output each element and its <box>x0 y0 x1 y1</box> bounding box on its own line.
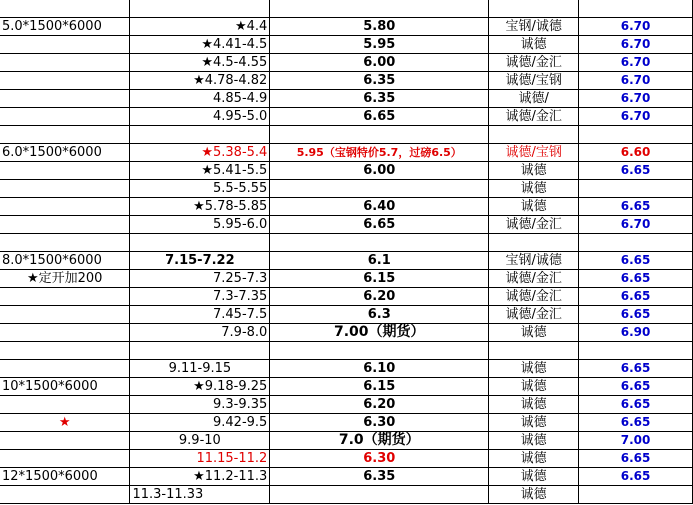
mill-cell[interactable]: 诚德/金汇 <box>489 270 579 288</box>
quote-cell[interactable]: 7.00 <box>579 432 693 450</box>
price-cell[interactable]: 6.35 <box>270 468 489 486</box>
table-row <box>0 90 693 108</box>
table-row <box>0 360 693 378</box>
quote-cell[interactable]: 6.70 <box>579 90 693 108</box>
table-row <box>0 432 693 450</box>
size-cell[interactable] <box>0 108 130 126</box>
table-row <box>0 162 693 180</box>
range-cell[interactable] <box>130 0 270 18</box>
range-cell[interactable]: 9.9-10 <box>130 432 270 450</box>
price-cell[interactable]: 6.35 <box>270 72 489 90</box>
range-cell[interactable]: 4.85-4.9 <box>130 90 270 108</box>
quote-cell[interactable]: 6.65 <box>579 306 693 324</box>
size-cell[interactable] <box>0 198 130 216</box>
size-cell[interactable] <box>0 432 130 450</box>
price-cell[interactable] <box>270 234 489 252</box>
table-row <box>0 144 693 162</box>
size-cell[interactable]: 5.0*1500*6000 <box>0 18 130 36</box>
range-cell[interactable]: ★9.18-9.25 <box>130 378 270 396</box>
range-cell[interactable]: ★4.78-4.82 <box>130 72 270 90</box>
quote-cell[interactable]: 6.70 <box>579 18 693 36</box>
price-cell[interactable] <box>270 486 489 504</box>
size-cell[interactable] <box>0 162 130 180</box>
quote-cell[interactable]: 6.65 <box>579 396 693 414</box>
range-cell[interactable]: ★11.2-11.3 <box>130 468 270 486</box>
range-cell[interactable]: ★4.5-4.55 <box>130 54 270 72</box>
quote-cell[interactable]: 6.60 <box>579 144 693 162</box>
mill-cell[interactable] <box>489 234 579 252</box>
mill-cell[interactable] <box>489 126 579 144</box>
size-cell[interactable] <box>0 342 130 360</box>
range-cell[interactable]: 4.95-5.0 <box>130 108 270 126</box>
quote-cell[interactable]: 6.65 <box>579 468 693 486</box>
mill-cell[interactable]: 诚德 <box>489 486 579 504</box>
range-cell[interactable]: ★4.41-4.5 <box>130 36 270 54</box>
range-cell[interactable]: ★4.4 <box>130 18 270 36</box>
quote-cell[interactable]: 6.65 <box>579 270 693 288</box>
size-cell[interactable]: ★定开加200 <box>0 270 130 288</box>
table-row <box>0 72 693 90</box>
size-cell[interactable] <box>0 306 130 324</box>
range-cell[interactable]: ★5.78-5.85 <box>130 198 270 216</box>
size-cell[interactable] <box>0 234 130 252</box>
size-cell[interactable]: 12*1500*6000 <box>0 468 130 486</box>
quote-cell[interactable] <box>579 486 693 504</box>
price-cell[interactable]: 6.20 <box>270 288 489 306</box>
range-cell[interactable]: 5.95-6.0 <box>130 216 270 234</box>
mill-cell[interactable]: 诚德 <box>489 378 579 396</box>
table-row <box>0 324 693 342</box>
table-row <box>0 270 693 288</box>
quote-cell[interactable] <box>579 180 693 198</box>
size-cell[interactable] <box>0 0 130 18</box>
table-row <box>0 306 693 324</box>
range-cell[interactable]: 11.15-11.2 <box>130 450 270 468</box>
price-cell[interactable]: 6.65 <box>270 108 489 126</box>
mill-cell[interactable]: 诚德 <box>489 360 579 378</box>
price-cell[interactable]: 5.80 <box>270 18 489 36</box>
range-cell[interactable]: 9.11-9.15 <box>130 360 270 378</box>
table-row <box>0 396 693 414</box>
table-row <box>0 414 693 432</box>
table-row <box>0 450 693 468</box>
price-cell[interactable]: 5.95（宝钢特价5.7，过磅6.5） <box>270 144 489 162</box>
price-cell[interactable]: 6.40 <box>270 198 489 216</box>
table-row <box>0 108 693 126</box>
mill-cell[interactable]: 诚德/金汇 <box>489 306 579 324</box>
size-cell[interactable] <box>0 126 130 144</box>
mill-cell[interactable] <box>489 342 579 360</box>
range-cell[interactable]: 7.9-8.0 <box>130 324 270 342</box>
price-cell[interactable]: 6.1 <box>270 252 489 270</box>
quote-cell[interactable]: 6.65 <box>579 378 693 396</box>
quote-cell[interactable]: 6.70 <box>579 36 693 54</box>
mill-cell[interactable]: 诚德 <box>489 468 579 486</box>
size-cell[interactable] <box>0 360 130 378</box>
table-row <box>0 288 693 306</box>
quote-cell[interactable]: 6.65 <box>579 252 693 270</box>
mill-cell[interactable]: 诚德 <box>489 162 579 180</box>
range-cell[interactable] <box>130 234 270 252</box>
range-cell[interactable]: 5.5-5.55 <box>130 180 270 198</box>
table-row <box>0 180 693 198</box>
price-cell[interactable] <box>270 342 489 360</box>
quote-cell[interactable]: 6.65 <box>579 414 693 432</box>
price-cell[interactable] <box>270 0 489 18</box>
size-cell[interactable] <box>0 90 130 108</box>
table-row <box>0 198 693 216</box>
table-row <box>0 234 693 252</box>
size-cell[interactable]: 6.0*1500*6000 <box>0 144 130 162</box>
range-cell[interactable]: 7.25-7.3 <box>130 270 270 288</box>
mill-cell[interactable]: 宝钢/诚德 <box>489 18 579 36</box>
quote-cell[interactable]: 6.70 <box>579 108 693 126</box>
quote-cell[interactable]: 6.65 <box>579 360 693 378</box>
mill-cell[interactable]: 诚德/金汇 <box>489 288 579 306</box>
quote-cell[interactable] <box>579 342 693 360</box>
range-cell[interactable]: 7.45-7.5 <box>130 306 270 324</box>
range-cell[interactable]: ★5.41-5.5 <box>130 162 270 180</box>
price-cell[interactable] <box>270 180 489 198</box>
size-cell[interactable] <box>0 72 130 90</box>
mill-cell[interactable]: 诚德 <box>489 432 579 450</box>
price-cell[interactable]: 6.65 <box>270 216 489 234</box>
range-cell[interactable]: 7.3-7.35 <box>130 288 270 306</box>
quote-cell[interactable]: 6.65 <box>579 198 693 216</box>
quote-cell[interactable] <box>579 234 693 252</box>
quote-cell[interactable]: 6.70 <box>579 216 693 234</box>
size-cell[interactable] <box>0 54 130 72</box>
price-cell[interactable]: 6.00 <box>270 162 489 180</box>
table-row <box>0 216 693 234</box>
price-cell[interactable]: 6.30 <box>270 414 489 432</box>
quote-cell[interactable]: 6.65 <box>579 162 693 180</box>
mill-cell[interactable]: 诚德/宝钢 <box>489 72 579 90</box>
quote-cell[interactable]: 6.70 <box>579 54 693 72</box>
price-cell[interactable]: 6.15 <box>270 378 489 396</box>
quote-cell[interactable] <box>579 0 693 18</box>
range-cell[interactable]: 11.3-11.33 <box>130 486 270 504</box>
range-cell[interactable] <box>130 126 270 144</box>
mill-cell[interactable]: 诚德 <box>489 180 579 198</box>
table-row <box>0 18 693 36</box>
range-cell[interactable]: 9.42-9.5 <box>130 414 270 432</box>
quote-cell[interactable]: 6.70 <box>579 72 693 90</box>
price-cell[interactable]: 6.3 <box>270 306 489 324</box>
quote-cell[interactable]: 6.65 <box>579 450 693 468</box>
table-row <box>0 54 693 72</box>
price-cell[interactable]: 6.00 <box>270 54 489 72</box>
size-cell[interactable] <box>0 216 130 234</box>
quote-cell[interactable] <box>579 126 693 144</box>
range-cell[interactable]: 7.15-7.22 <box>130 252 270 270</box>
price-cell[interactable]: 5.95 <box>270 36 489 54</box>
mill-cell[interactable]: 诚德 <box>489 324 579 342</box>
mill-cell[interactable]: 诚德 <box>489 36 579 54</box>
size-cell[interactable] <box>0 288 130 306</box>
size-cell[interactable]: 10*1500*6000 <box>0 378 130 396</box>
size-cell[interactable] <box>0 36 130 54</box>
quote-cell[interactable]: 6.65 <box>579 288 693 306</box>
mill-cell[interactable]: 诚德/金汇 <box>489 108 579 126</box>
range-cell[interactable]: ★5.38-5.4 <box>130 144 270 162</box>
mill-cell[interactable]: 诚德 <box>489 396 579 414</box>
mill-cell[interactable]: 诚德/金汇 <box>489 54 579 72</box>
size-cell[interactable] <box>0 450 130 468</box>
mill-cell[interactable] <box>489 0 579 18</box>
table-row <box>0 0 693 18</box>
mill-cell[interactable]: 诚德 <box>489 414 579 432</box>
table-row <box>0 252 693 270</box>
table-row <box>0 126 693 144</box>
mill-cell[interactable]: 诚德/ <box>489 90 579 108</box>
price-cell[interactable]: 6.15 <box>270 270 489 288</box>
mill-cell[interactable]: 诚德 <box>489 198 579 216</box>
mill-cell[interactable]: 诚德 <box>489 450 579 468</box>
size-cell[interactable]: ★ <box>0 414 130 432</box>
range-cell[interactable]: 9.3-9.35 <box>130 396 270 414</box>
price-cell[interactable]: 6.20 <box>270 396 489 414</box>
mill-cell[interactable]: 诚德/宝钢 <box>489 144 579 162</box>
table-row <box>0 378 693 396</box>
price-cell[interactable]: 6.35 <box>270 90 489 108</box>
table-row <box>0 36 693 54</box>
size-cell[interactable]: 8.0*1500*6000 <box>0 252 130 270</box>
price-cell[interactable]: 7.0（期货） <box>270 432 489 450</box>
table-row <box>0 468 693 486</box>
price-cell[interactable]: 7.00（期货） <box>270 324 489 342</box>
size-cell[interactable] <box>0 180 130 198</box>
size-cell[interactable] <box>0 486 130 504</box>
table-row <box>0 486 693 504</box>
price-cell[interactable] <box>270 126 489 144</box>
mill-cell[interactable]: 宝钢/诚德 <box>489 252 579 270</box>
size-cell[interactable] <box>0 396 130 414</box>
price-cell[interactable]: 6.30 <box>270 450 489 468</box>
price-cell[interactable]: 6.10 <box>270 360 489 378</box>
table-row <box>0 342 693 360</box>
mill-cell[interactable]: 诚德/金汇 <box>489 216 579 234</box>
quote-cell[interactable]: 6.90 <box>579 324 693 342</box>
range-cell[interactable] <box>130 342 270 360</box>
size-cell[interactable] <box>0 324 130 342</box>
